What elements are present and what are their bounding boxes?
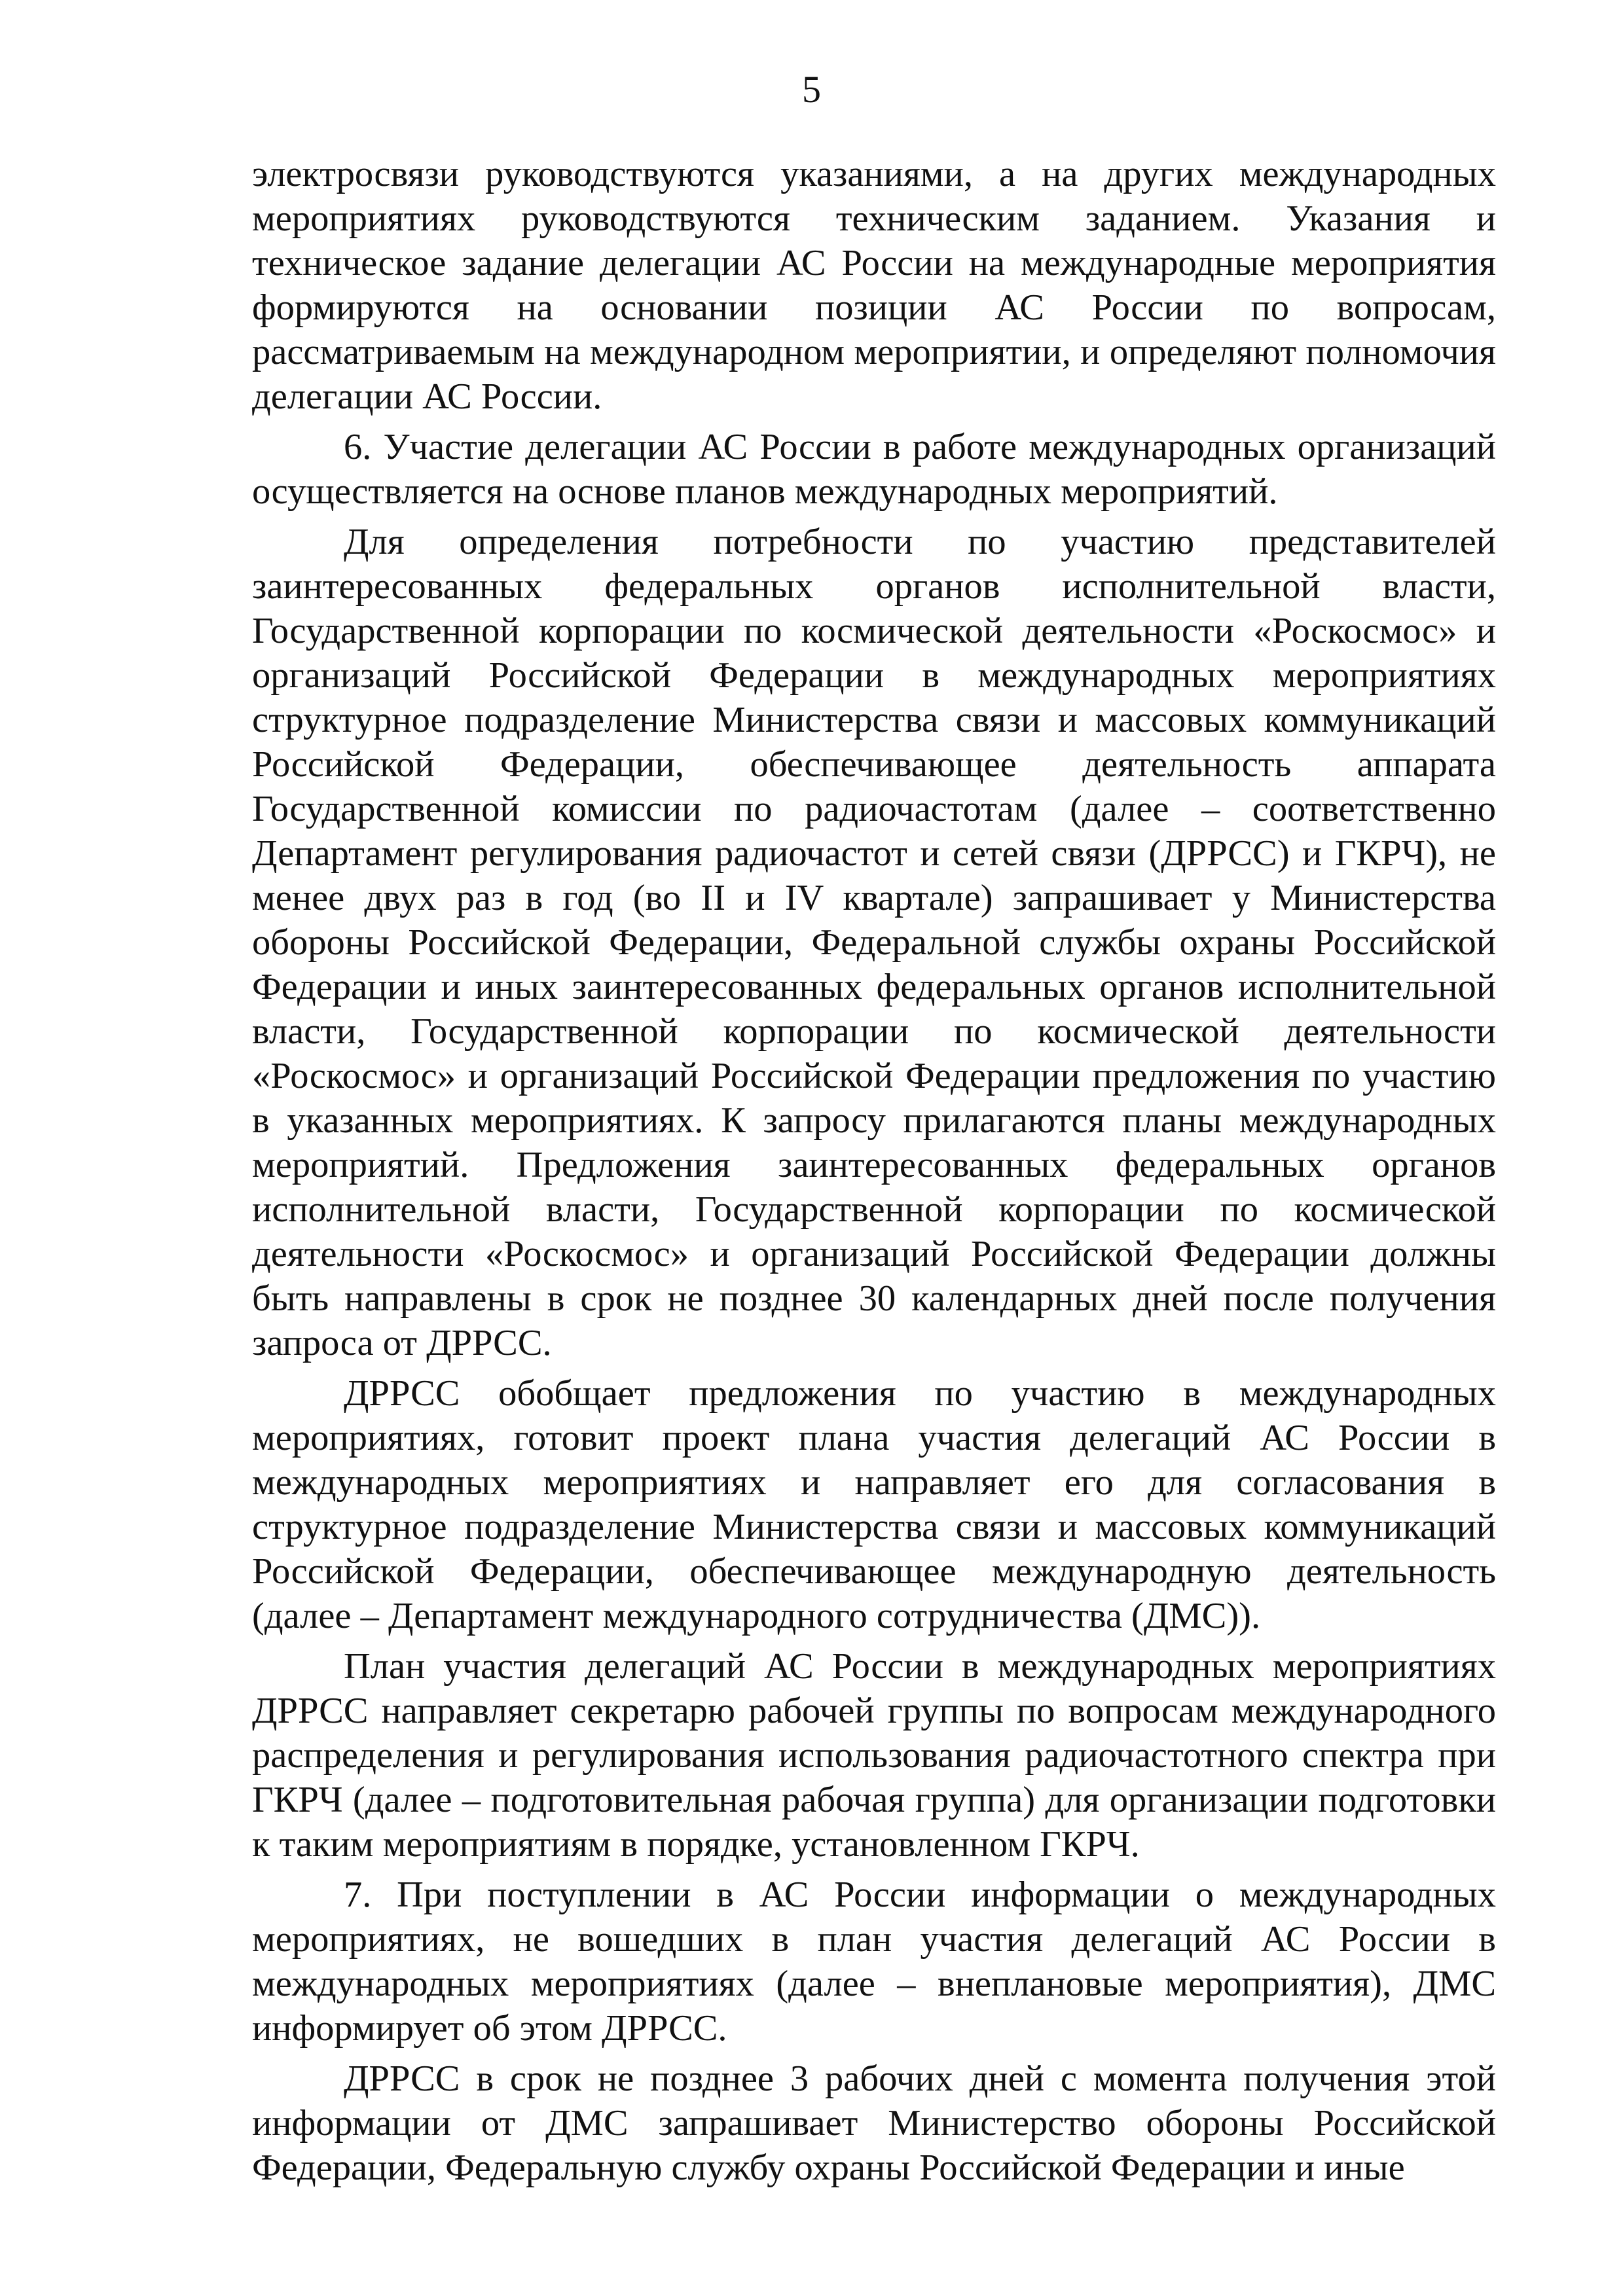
paragraph: ДРРСС обобщает предложения по участию в международных мероприятиях, готовит проект плана участия делегаций АС России в международных мероприятиях и направляет его для согласования в структурное подразделение Министерства связи и массовых коммуникаций Российской Федерации, обеспечивающее международную деятельность (далее – Департамент международного сотрудничества (ДМС)).: [252, 1373, 1496, 1636]
paragraph: электросвязи руководствуются указаниями, а на других международных мероприятиях руководствуются техническим заданием. Указания и техническое задание делегации АС России на международные мероприятия формируются на основании позиции АС России по вопросам, рассматриваемым на международном мероприятии, и определяют полномочия делегации АС России.: [252, 154, 1496, 417]
document-body: [252, 152, 1496, 2196]
paragraph: ДРРСС в срок не позднее 3 рабочих дней с момента получения этой информации от ДМС запрашивает Министерство обороны Российской Федерации, Федеральную службу охраны Российской Федерации и иные: [252, 2058, 1496, 2188]
page-number: 5: [802, 68, 821, 111]
paragraph: 7. При поступлении в АС России информации о международных мероприятиях, не вошедших в план участия делегаций АС России в международных мероприятиях (далее – внеплановые мероприятия), ДМС информирует об этом ДРРСС.: [252, 1874, 1496, 2049]
paragraph: 6. Участие делегации АС России в работе международных организаций осуществляется на основе планов международных мероприятий.: [252, 427, 1496, 512]
paragraph: Для определения потребности по участию представителей заинтересованных федеральных органов исполнительной власти, Государственной корпорации по космической деятельности «Роскосмос» и организаций Российской Федерации в международных мероприятиях структурное подразделение Министерства связи и массовых коммуникаций Российской Федерации, обеспечивающее деятельность аппарата Государственной комиссии по радиочастотам (далее – соответственно Департамент регулирования радиочастот и сетей связи (ДРРСС) и ГКРЧ), не менее двух раз в год (во II и IV квартале) запрашивает у Министерства обороны Российской Федерации, Федеральной службы охраны Российской Федерации и иных заинтересованных федеральных органов исполнительной власти, Государственной корпорации по космической деятельности «Роскосмос» и организаций Российской Федерации предложения по участию в указанных мероприятиях. К запросу прилагаются планы международных мероприятий. Предложения заинтересованных федеральных органов исполнительной власти, Государственной корпорации по космической деятельности «Роскосмос» и организаций Российской Федерации должны быть направлены в срок не позднее 30 календарных дней после получения запроса от ДРРСС.: [252, 522, 1496, 1363]
paragraph: План участия делегаций АС России в международных мероприятиях ДРРСС направляет секретарю рабочей группы по вопросам международного распределения и регулирования использования радиочастотного спектра при ГКРЧ (далее – подготовительная рабочая группа) для организации подготовки к таким мероприятиям в порядке, установленном ГКРЧ.: [252, 1646, 1496, 1865]
